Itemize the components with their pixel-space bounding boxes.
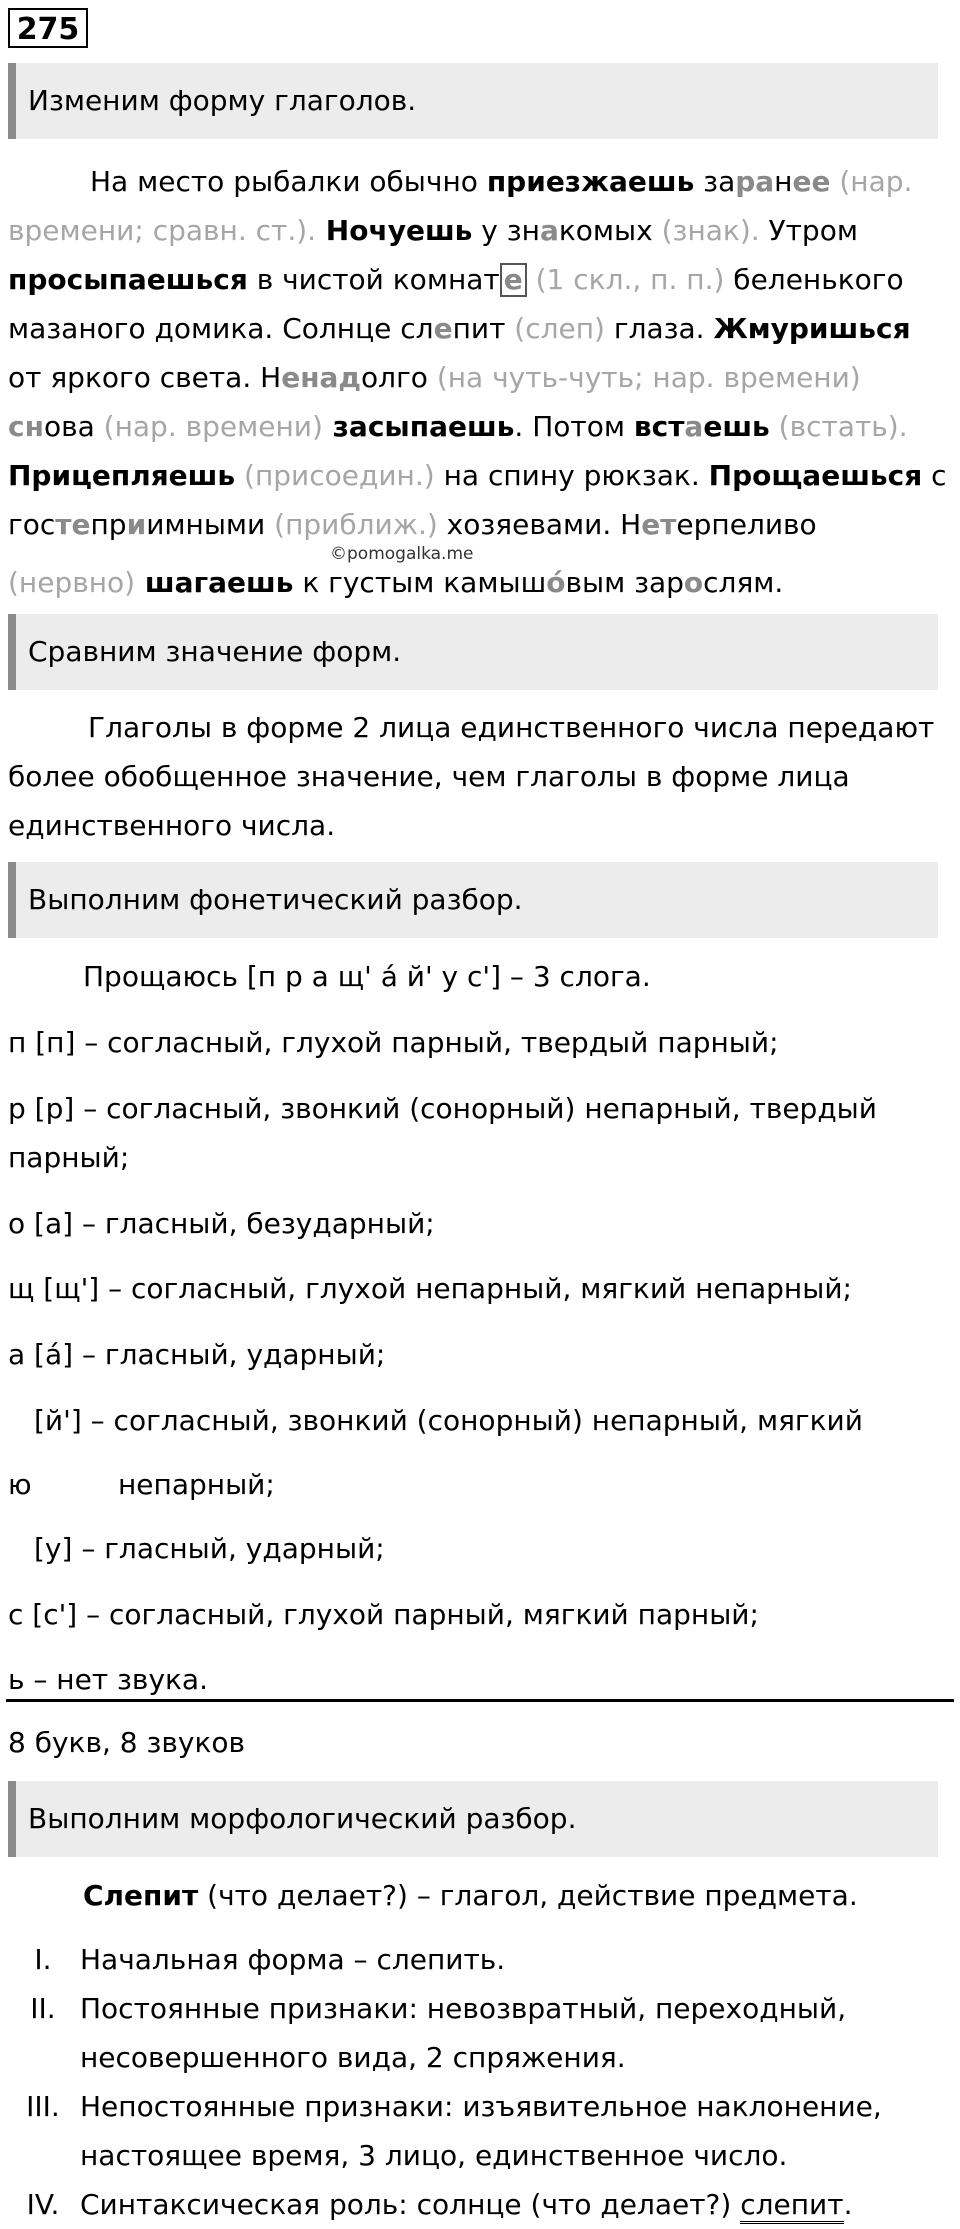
- section-morphology: Выполним морфологический разбор.: [8, 1781, 938, 1857]
- text-line-2: времени; сравн. ст.). Ночуешь у знакомых (знак). Утром: [8, 214, 858, 247]
- text-line-9: (нервно) шагаешь к густым камышóвым зарослям.: [8, 566, 784, 599]
- phonetic-p: п [п] – согласный, глухой парный, твердый парный;: [8, 1026, 779, 1059]
- letters-sounds-count: 8 букв, 8 звуков: [8, 1726, 245, 1759]
- phonetic-yu-letter: ю: [8, 1468, 32, 1501]
- phonetic-sch: щ [щ'] – согласный, глухой непарный, мягкий непарный;: [8, 1272, 852, 1305]
- phonetic-soft-sign: ь – нет звука.: [8, 1663, 208, 1696]
- morph-item-1: Начальная форма – слепить.: [80, 1943, 506, 1976]
- phonetic-y-1: [й'] – согласный, звонкий (сонорный) непарный, мягкий: [34, 1404, 863, 1437]
- phonetic-head: Прощаюсь [п р а щ' á й' у с'] – 3 слога.: [83, 960, 651, 993]
- section-phonetic: Выполним фонетический разбор.: [8, 862, 938, 938]
- phonetic-r-2: парный;: [8, 1141, 130, 1174]
- section-compare-forms: Сравним значение форм.: [8, 614, 938, 690]
- text-line-1: На место рыбалки обычно приезжаешь заранее (нар.: [90, 165, 913, 198]
- task-number: 275: [8, 8, 88, 48]
- morph-num-3: III.: [26, 2090, 60, 2123]
- morph-item-4: Синтаксическая роль: солнце (что делает?) слепит.: [80, 2180, 940, 2229]
- text-line-8: гостеприимными (приближ.) хозяевами. Нетерпеливо: [8, 508, 817, 541]
- text-line-5: от яркого света. Ненадолго (на чуть-чуть; нар. времени): [8, 361, 861, 394]
- text-line-7: Прицепляешь (присоедин.) на спину рюкзак. Прощаешься с: [8, 459, 947, 492]
- morph-num-2: II.: [30, 1992, 56, 2025]
- phonetic-y-2: непарный;: [118, 1468, 275, 1501]
- divider-line: [6, 1699, 954, 1702]
- text-line-3: просыпаешься в чистой комнат е (1 скл., п. п.) беленького: [8, 263, 904, 296]
- compare-paragraph: Глаголы в форме 2 лица единственного числа передают более обобщенное значение, чем глаголы в форме лица единственного числа.: [8, 711, 935, 842]
- section-change-verb-forms: Изменим форму глаголов.: [8, 63, 938, 139]
- ending-box: е: [500, 263, 527, 297]
- phonetic-u: [у] – гласный, ударный;: [34, 1532, 385, 1565]
- morph-head: Слепит (что делает?) – глагол, действие предмета.: [83, 1879, 858, 1912]
- phonetic-s: с [с'] – согласный, глухой парный, мягкий парный;: [8, 1598, 759, 1631]
- predicate-underline: слепит: [740, 2188, 843, 2224]
- text-line-4: мазаного домика. Солнце слепит (слеп) глаза. Жмуришься: [8, 312, 911, 345]
- phonetic-a: а [á] – гласный, ударный;: [8, 1338, 386, 1371]
- watermark: ©pomogalka.me: [330, 544, 474, 564]
- morph-item-2: Постоянные признаки: невозвратный, переходный, несовершенного вида, 2 спряжения.: [80, 1992, 847, 2074]
- morph-num-1: I.: [34, 1943, 52, 1976]
- morph-num-4: IV.: [26, 2188, 60, 2221]
- text-line-6: снова (нар. времени) засыпаешь. Потом встаешь (встать).: [8, 410, 908, 443]
- phonetic-o: о [а] – гласный, безударный;: [8, 1207, 435, 1240]
- morph-item-3: Непостоянные признаки: изъявительное наклонение, настоящее время, 3 лицо, единственное число.: [80, 2090, 882, 2172]
- phonetic-r-1: р [р] – согласный, звонкий (сонорный) непарный, твердый: [8, 1092, 877, 1125]
